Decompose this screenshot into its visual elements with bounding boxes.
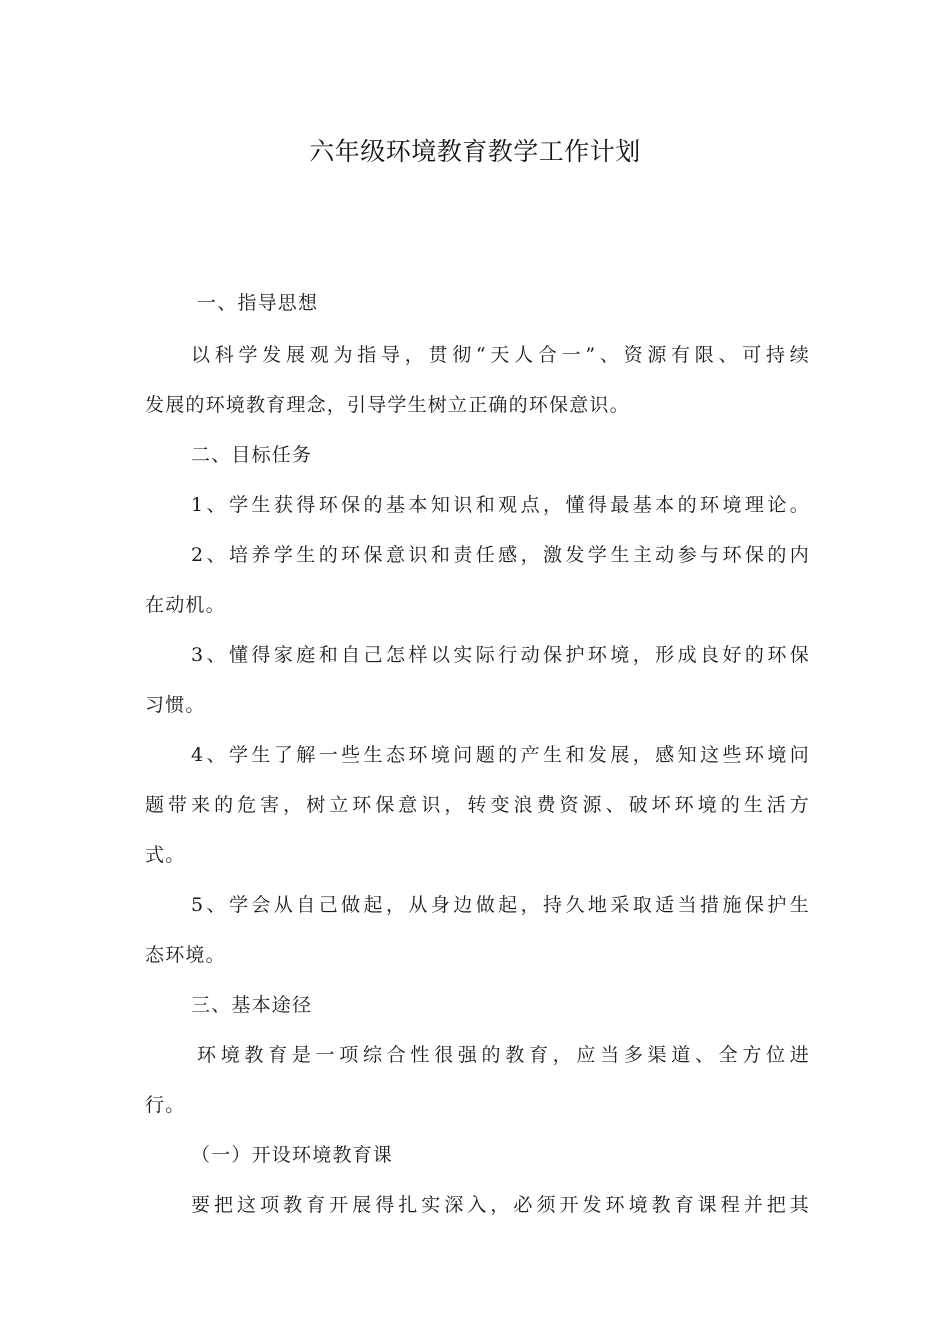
section-heading-guiding-ideology: 一、指导思想 [197,292,319,314]
section-heading-basic-approach: 三、基本途径 [191,994,313,1016]
list-item-2-continued: 在动机。 [145,594,226,616]
list-item-5-continued: 态环境。 [145,944,226,966]
list-item-2: 2、培养学生的环保意识和责任感，激发学生主动参与环保的内 [191,544,810,566]
section-heading-goals: 二、目标任务 [191,444,313,466]
list-item-4-continued: 题带来的危害，树立环保意识，转变浪费资源、破坏环境的生活方 [145,794,810,816]
list-item-1: 1、学生获得环保的基本知识和观点，懂得最基本的环境理论。 [191,494,810,516]
list-item-5: 5、学会从自己做起，从身边做起，持久地采取适当措施保护生 [191,894,810,916]
list-item-4: 4、学生了解一些生态环境问题的产生和发展，感知这些环境问 [191,744,810,766]
list-item-4-continued: 式。 [145,844,186,866]
paragraph-line: 要把这项教育开展得扎实深入，必须开发环境教育课程并把其 [191,1194,810,1216]
paragraph-line: 发展的环境教育理念，引导学生树立正确的环保意识。 [145,394,630,416]
subsection-heading: （一）开设环境教育课 [191,1144,394,1166]
list-item-3: 3、懂得家庭和自己怎样以实际行动保护环境，形成良好的环保 [191,644,810,666]
paragraph-line: 环境教育是一项综合性很强的教育，应当多渠道、全方位进 [197,1044,810,1066]
list-item-3-continued: 习惯。 [145,694,206,716]
paragraph-line: 以科学发展观为指导，贯彻“天人合一”、资源有限、可持续 [191,344,810,366]
paragraph-line: 行。 [145,1094,186,1116]
document-title: 六年级环境教育教学工作计划 [309,137,641,166]
